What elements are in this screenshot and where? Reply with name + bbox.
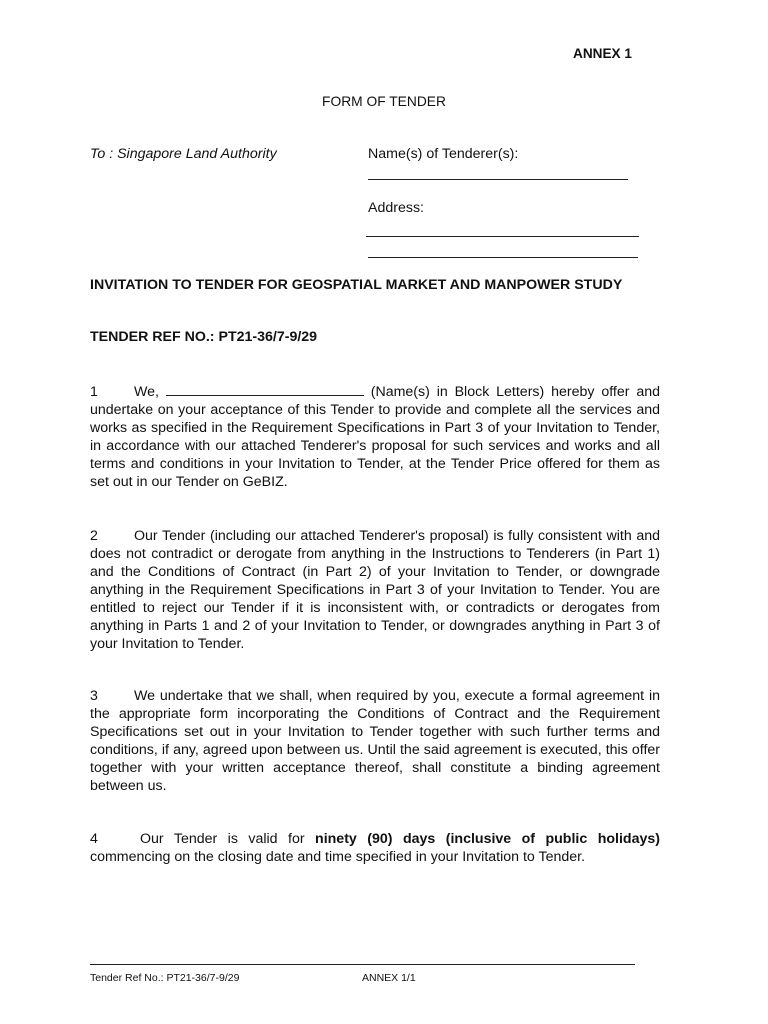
paragraph-1 [90,383,660,491]
paragraph-text: Our Tender (including our attached Tenderer's proposal) is fully consistent with and does not contradict or derogate from anything in the Instructions to Tenderers (in Part 1) and the Conditions of Contract (in Part 2) of your Invitation to Tender, or downgrade anything in the Requirement Specifications in Part 3 of your Invitation to Tender. You are entitled to reject our Tender if it is inconsistent with, or contradicts or derogates from anything in Parts 1 and 2 of your Invitation to Tender, or downgrades anything in Part 3 of your Invitation to Tender. [90,528,660,652]
tender-ref-heading: TENDER REF NO.: PT21-36/7-9/29 [90,329,318,345]
paragraph-3 [90,687,660,795]
paragraph-lead: We, [134,384,159,400]
paragraph-2 [90,527,660,653]
paragraph-number: 1 [90,384,98,400]
invitation-heading: INVITATION TO TENDER FOR GEOSPATIAL MARKET AND MANPOWER STUDY [90,277,623,293]
addressee-to: To : Singapore Land Authority [90,146,277,162]
tenderer-name-blank[interactable] [166,383,364,396]
address-field-line-1[interactable] [366,236,639,237]
paragraph-number: 4 [90,831,98,847]
footer-tender-ref: Tender Ref No.: PT21-36/7-9/29 [90,972,240,984]
tenderer-names-label: Name(s) of Tenderer(s): [368,146,519,162]
paragraph-number: 3 [90,688,98,704]
paragraph-text-after: commencing on the closing date and time specified in your Invitation to Tender. [90,849,586,865]
paragraph-text: We undertake that we shall, when required by you, execute a formal agreement in the appropriate form incorporating the Conditions of Contract and the Requirement Specifications set out in your Invitation to Tender together with such further terms and conditions, if any, agreed upon between us. Until the said agreement is executed, this offer together with your written acceptance thereof, shall constitute a binding agreement between us. [90,688,660,794]
paragraph-text: (Name(s) in Block Letters) hereby offer and undertake on your acceptance of this Tender to provide and complete all the services and works as specified in the Requirement Specifications in Part 3 of your Invitation to Tender, in accordance with our attached Tenderer's proposal for such services and works and all terms and conditions in your Invitation to Tender, at the Tender Price offered for them as set out in our Tender on GeBIZ. [90,384,661,490]
address-field-line-2[interactable] [368,257,638,258]
validity-period: ninety (90) days (inclusive of public holidays) [315,831,660,847]
footer-page-number: ANNEX 1/1 [362,972,416,984]
address-label: Address: [368,200,424,216]
paragraph-number: 2 [90,528,98,544]
paragraph-4 [90,830,660,866]
footer-divider [90,964,635,965]
paragraph-text-before: Our Tender is valid for [140,831,305,847]
tenderer-names-field[interactable] [368,179,628,180]
page-title: FORM OF TENDER [322,94,446,109]
annex-label: ANNEX 1 [573,46,632,61]
